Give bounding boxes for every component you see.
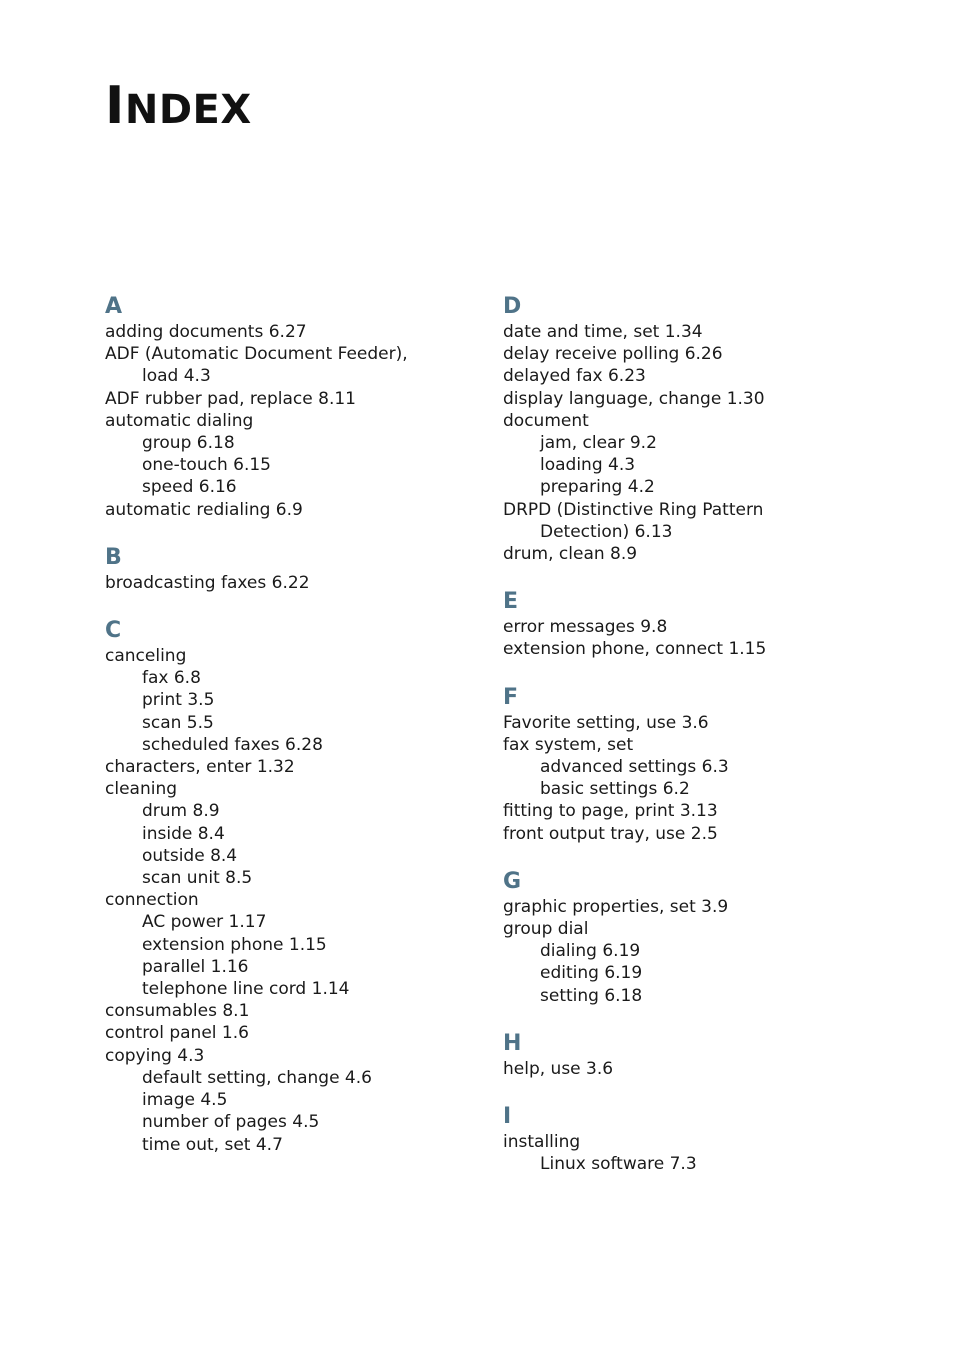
- index-section-g: [503, 868, 903, 1007]
- section-letter: F: [503, 684, 519, 710]
- section-letter: H: [503, 1030, 522, 1056]
- index-entry: control panel 1.6: [105, 1023, 249, 1044]
- index-subentry: inside 8.4: [142, 823, 225, 844]
- index-entry: fitting to page, print 3.13: [503, 801, 718, 822]
- index-subentry: print 3.5: [142, 690, 215, 711]
- index-entry: installing: [503, 1132, 581, 1153]
- index-subentry: speed 6.16: [142, 477, 237, 498]
- index-subentry: dialing 6.19: [540, 941, 641, 962]
- index-entry: cleaning: [105, 779, 178, 800]
- index-entry: delayed fax 6.23: [503, 366, 646, 387]
- index-subentry: Detection) 6.13: [540, 521, 673, 542]
- index-entry: automatic dialing: [105, 410, 254, 431]
- index-entry: automatic redialing 6.9: [105, 499, 303, 520]
- section-letter: C: [105, 618, 122, 644]
- index-subentry: loading 4.3: [540, 455, 636, 476]
- section-gap: [105, 594, 505, 617]
- index-entry: canceling: [105, 646, 187, 667]
- index-subentry: image 4.5: [142, 1090, 228, 1111]
- index-subentry: editing 6.19: [540, 963, 643, 984]
- index-subentry: number of pages 4.5: [142, 1112, 320, 1133]
- index-entry: drum, clean 8.9: [503, 544, 638, 565]
- index-subentry: basic settings 6.2: [540, 779, 690, 800]
- index-entry: group dial: [503, 919, 589, 940]
- index-subentry: setting 6.18: [540, 985, 643, 1006]
- index-subentry: scheduled faxes 6.28: [142, 734, 323, 755]
- section-gap: [503, 1007, 903, 1030]
- section-letter: I: [503, 1104, 512, 1130]
- section-letter: G: [503, 868, 522, 894]
- index-entry: graphic properties, set 3.9: [503, 896, 729, 917]
- index-section-e: [503, 588, 903, 660]
- section-gap: [503, 661, 903, 684]
- title-initial: I: [105, 76, 125, 136]
- index-entry: Favorite setting, use 3.6: [503, 712, 709, 733]
- index-subentry: group 6.18: [142, 433, 235, 454]
- index-entry: ADF rubber pad, replace 8.11: [105, 388, 356, 409]
- index-subentry: one-touch 6.15: [142, 455, 271, 476]
- index-entry: help, use 3.6: [503, 1058, 614, 1079]
- index-section-i: [503, 1103, 903, 1175]
- index-entry: error messages 9.8: [503, 617, 668, 638]
- index-entry: document: [503, 410, 589, 431]
- section-gap: [503, 565, 903, 588]
- title-rest: NDEX: [124, 87, 252, 133]
- section-gap: [503, 1080, 903, 1103]
- index-subentry: AC power 1.17: [142, 912, 267, 933]
- section-letter: D: [503, 294, 522, 319]
- index-entry: fax system, set: [503, 734, 634, 755]
- index-entry: broadcasting faxes 6.22: [105, 572, 310, 593]
- index-entry: adding documents 6.27: [105, 322, 307, 342]
- index-entry: display language, change 1.30: [503, 388, 765, 409]
- index-entry: characters, enter 1.32: [105, 757, 295, 778]
- index-section-h: [503, 1030, 903, 1080]
- index-subentry: telephone line cord 1.14: [142, 979, 350, 1000]
- index-section-c: [105, 617, 505, 1156]
- section-letter: E: [503, 589, 519, 615]
- index-subentry: scan unit 8.5: [142, 868, 253, 889]
- index-subentry: drum 8.9: [142, 801, 220, 822]
- section-gap: [105, 521, 505, 544]
- section-letter: B: [105, 544, 122, 570]
- index-entry: delay receive polling 6.26: [503, 344, 723, 365]
- index-subentry: scan 5.5: [142, 712, 214, 733]
- index-subentry: preparing 4.2: [540, 477, 655, 498]
- index-entry: extension phone, connect 1.15: [503, 639, 767, 660]
- index-section-f: [503, 684, 903, 845]
- index-subentry: time out, set 4.7: [142, 1134, 283, 1155]
- index-entry: connection: [105, 890, 199, 911]
- index-section-b: [105, 544, 505, 594]
- index-entry: copying 4.3: [105, 1045, 205, 1066]
- page-title: [105, 76, 252, 136]
- index-column-left: [105, 293, 505, 1156]
- index-subentry: Linux software 7.3: [540, 1154, 697, 1175]
- section-letter: A: [105, 294, 123, 319]
- index-subentry: load 4.3: [142, 366, 211, 387]
- index-entry: front output tray, use 2.5: [503, 823, 718, 844]
- index-entry: date and time, set 1.34: [503, 322, 703, 342]
- index-subentry: default setting, change 4.6: [142, 1067, 372, 1088]
- index-section-d: [503, 293, 903, 565]
- index-subentry: fax 6.8: [142, 668, 201, 689]
- index-entry: DRPD (Distinctive Ring Pattern: [503, 499, 764, 520]
- index-subentry: jam, clear 9.2: [540, 433, 657, 454]
- section-gap: [503, 845, 903, 868]
- index-column-right: [503, 293, 903, 1175]
- index-subentry: advanced settings 6.3: [540, 757, 729, 778]
- index-section-a: [105, 293, 505, 521]
- index-entry: consumables 8.1: [105, 1001, 250, 1022]
- index-subentry: extension phone 1.15: [142, 934, 327, 955]
- index-subentry: outside 8.4: [142, 845, 238, 866]
- index-subentry: parallel 1.16: [142, 956, 249, 977]
- index-entry: ADF (Automatic Document Feeder),: [105, 344, 408, 365]
